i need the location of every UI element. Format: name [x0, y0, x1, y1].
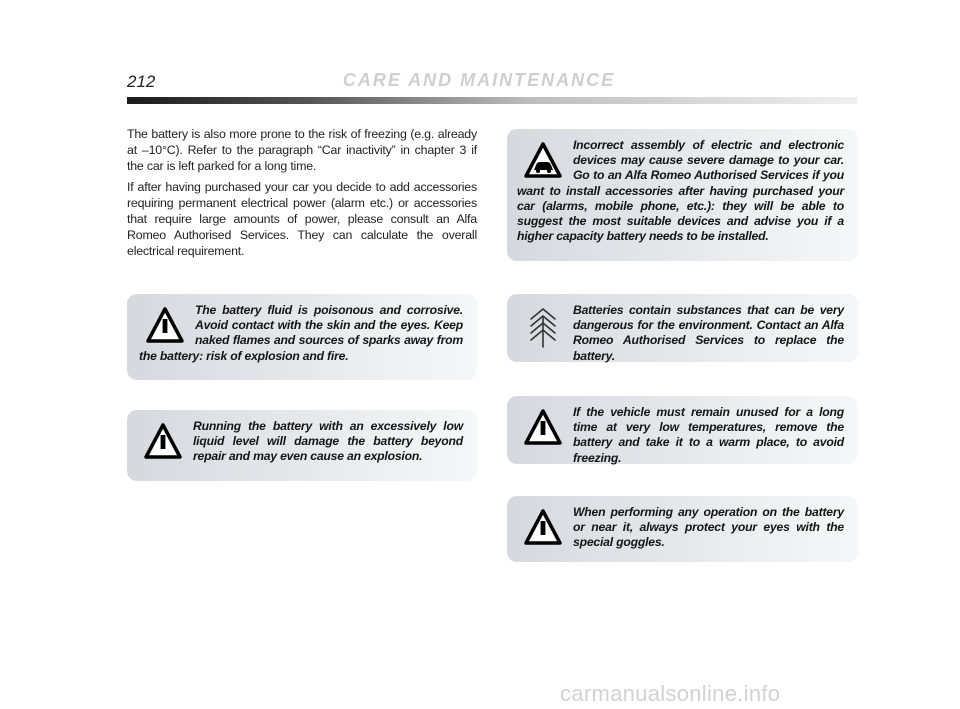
section-title: CARE AND MAINTENANCE	[342, 70, 616, 90]
body-paragraph: If after having purchased your car you decide to add accessories requiring permanent electrical power (alarm etc.) or accessories that require large amounts of power, please consult an Alfa Romeo Authorised Services. They can calculate the overall electrical requirement.	[127, 180, 477, 258]
body-text	[127, 126, 477, 264]
header-rule	[127, 97, 857, 104]
warning-triangle-icon	[145, 305, 185, 345]
note-text: Running the battery with an excessively low liquid level will damage the battery beyond repair and may even cause an explosion.	[193, 419, 463, 464]
body-paragraph: The battery is also more prone to the risk of freezing (e.g. already at –10°C). Refer to the paragraph “Car inactivity” in chapter 3 if the car is left parked for a long time.	[127, 127, 477, 173]
warning-triangle-icon	[523, 507, 563, 559]
warning-note-goggles	[507, 496, 858, 562]
environment-tree-icon	[523, 305, 563, 357]
page-number: 212	[127, 72, 156, 91]
warning-note-low-liquid	[127, 410, 477, 481]
warning-triangle-icon	[523, 407, 563, 459]
note-text: The battery fluid is poisonous and corrosive. Avoid contact with the skin and the eyes. Keep naked flames and sources of sparks away from the battery: risk of explosion and fire.	[139, 303, 463, 363]
car-warning-icon	[523, 140, 563, 180]
environment-note-batteries	[507, 294, 858, 362]
note-text: Batteries contain substances that can be very dangerous for the environment. Contact an Alfa Romeo Authorised Services to replace the battery.	[573, 303, 844, 363]
warning-note-battery-fluid	[127, 294, 477, 380]
note-text: Incorrect assembly of electric and electronic devices may cause severe damage to your car. Go to an Alfa Romeo Authorised Services if you want to install accessories after having purchased your car (alarms, mobile phone, etc.): they will be able to suggest the most suitable devices and advise you if a higher capacity battery needs to be installed.	[517, 138, 844, 244]
warning-triangle-icon	[143, 421, 183, 475]
watermark: carmanualsonline.info	[560, 681, 781, 706]
warning-note-assembly	[507, 129, 858, 261]
note-text: When performing any operation on the battery or near it, always protect your eyes with the special goggles.	[573, 505, 844, 550]
note-text: If the vehicle must remain unused for a long time at very low temperatures, remove the battery and take it to a warm place, to avoid freezing.	[573, 405, 844, 465]
warning-note-low-temperatures	[507, 396, 858, 464]
